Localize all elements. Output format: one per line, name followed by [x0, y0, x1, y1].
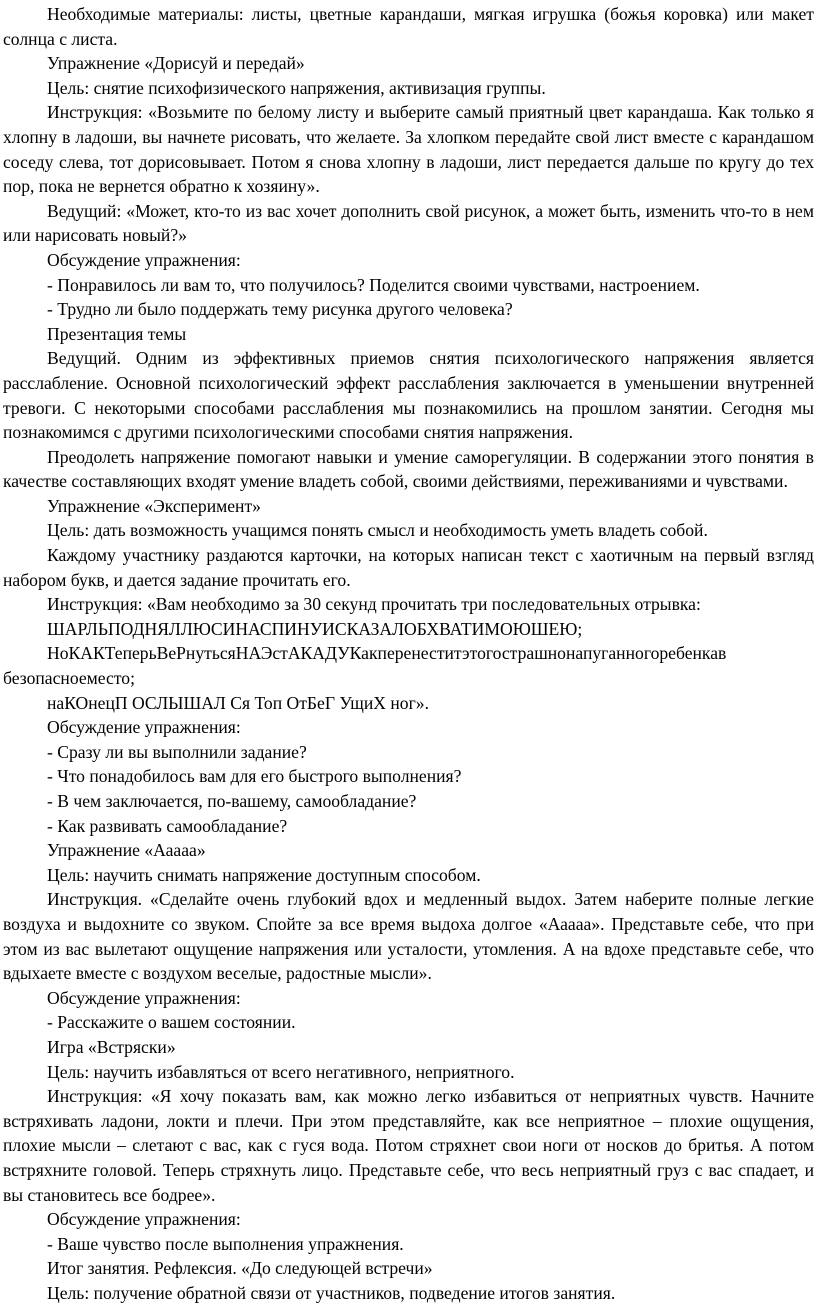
discussion-question: - Как развивать самообладание? — [47, 815, 288, 836]
discussion-heading: Обсуждение упражнения: — [47, 987, 241, 1008]
discussion-question: - Понравилось ли вам то, что получилось? Поделится своими чувствами, настроением. — [47, 274, 700, 295]
discussion-heading: Обсуждение упражнения: — [47, 717, 241, 738]
game-shake-instruction: Инструкция: «Я хочу показать вам, как можно легко избавиться от неприятных чувств. Начните встряхивать ладони, локти и плечи. При этом представляйте, как все неприятное – плохие ощущения, плохие мысли – слетают с вас, как с гуся вода. Потом стряхнет свои ноги от носков до бритья. А потом встряхните головой. Теперь стряхнуть лицо. Представьте себе, что весь неприятный груз с вас спадает, и вы становитесь все бодрее». — [3, 1086, 814, 1205]
game-shake-goal: Цель: научить избавляться от всего негативного, неприятного. — [47, 1061, 515, 1082]
chaotic-text-fragment-1: ШАРЛЬПОДНЯЛЛЮСИНАСПИНУИСКАЗАЛОБХВАТИМОЮШЕЮ; — [47, 618, 583, 639]
exercise-draw-goal: Цель: снятие психофизического напряжения, активизация группы. — [47, 77, 546, 98]
exercise-draw-instruction: Инструкция: «Возьмите по белому листу и выберите самый приятный цвет карандаша. Как только я хлопну в ладоши, вы начнете рисовать, что желаете. За хлопком передайте свой лист вместе с карандашом соседу слева, тот дорисовывает. Потом я снова хлопну в ладоши, лист передается дальше по кругу до тех пор, пока не вернется обратно к хозяину». — [3, 102, 814, 197]
cards-paragraph: Каждому участнику раздаются карточки, на которых написан текст с хаотичным на первый взгляд набором букв, и дается задание прочитать его. — [3, 545, 814, 590]
discussion-question: - В чем заключается, по-вашему, самообладание? — [47, 791, 417, 811]
exercise-experiment-instruction: Инструкция: «Вам необходимо за 30 секунд прочитать три последовательных отрывка: — [47, 594, 701, 615]
materials-paragraph: Необходимые материалы: листы, цветные карандаши, мягкая игрушка (божья коровка) или макет солнца с листа. — [3, 4, 814, 49]
self-regulation-paragraph: Преодолеть напряжение помогают навыки и умение саморегуляции. В содержании этого понятия в качестве составляющих входят умение владеть собой, своими действиями, переживаниями и чувствами. — [3, 446, 814, 492]
discussion-question: - Ваше чувство после выполнения упражнения. — [47, 1233, 404, 1254]
topic-presentation-heading: Презентация темы — [47, 323, 187, 344]
exercise-draw-title: Упражнение «Дорисуй и передай» — [47, 53, 305, 74]
exercise-aaaaa-goal: Цель: научить снимать напряжение доступным способом. — [47, 864, 481, 885]
exercise-aaaaa-title: Упражнение «Ааааа» — [47, 840, 206, 861]
chaotic-text-fragment-3: наКОнецП ОСЛЫШАЛ Ся Топ ОтБеГ УщиХ ног». — [47, 692, 429, 713]
discussion-question: - Расскажите о вашем состоянии. — [47, 1012, 296, 1033]
discussion-question: - Сразу ли вы выполнили задание? — [47, 741, 307, 762]
lesson-summary-heading: Итог занятия. Рефлексия. «До следующей встречи» — [47, 1258, 433, 1279]
lesson-summary-goal: Цель: получение обратной связи от участников, подведение итогов занятия. — [47, 1282, 616, 1303]
exercise-aaaaa-instruction: Инструкция. «Сделайте очень глубокий вдох и медленный выдох. Затем наберите полные легкие воздуха и выдохните со звуком. Спойте за все время выдоха долгое «Ааааа». Представьте себе, что при этом из вас вылетают ощущение напряжения или усталости, утомления. А на вдохе представьте себе, что вдыхаете вместе с воздухом веселые, радостные мысли». — [3, 889, 814, 984]
discussion-question: - Трудно ли было поддержать тему рисунка другого человека? — [47, 299, 513, 320]
discussion-heading: Обсуждение упражнения: — [47, 1209, 241, 1230]
relaxation-paragraph: Ведущий. Одним из эффективных приемов снятия психологического напряжения является расслабление. Основной психологический эффект расслабления заключается в уменьшении внутренней тревоги. С некоторыми способами расслабления мы познакомились на прошлом занятии. Сегодня мы познакомимся с другими психологическими способами снятия напряжения. — [3, 348, 814, 443]
game-shake-title: Игра «Встряски» — [47, 1036, 176, 1057]
exercise-experiment-goal: Цель: дать возможность учащимся понять смысл и необходимость уметь владеть собой. — [47, 520, 708, 541]
exercise-experiment-title: Упражнение «Эксперимент» — [47, 495, 261, 516]
discussion-heading: Обсуждение упражнения: — [47, 249, 241, 270]
chaotic-text-fragment-2: НоКАКТеперьВеРнутьсяНАЭстАКАДУКакперенеститэтогострашнонапуганногоребенкав безопасноеместо; — [3, 643, 727, 689]
discussion-question: - Что понадобилось вам для его быстрого выполнения? — [47, 766, 462, 787]
leader-question-paragraph: Ведущий: «Может, кто-то из вас хочет дополнить свой рисунок, а может быть, изменить что-то в нем или нарисовать новый?» — [3, 200, 814, 246]
